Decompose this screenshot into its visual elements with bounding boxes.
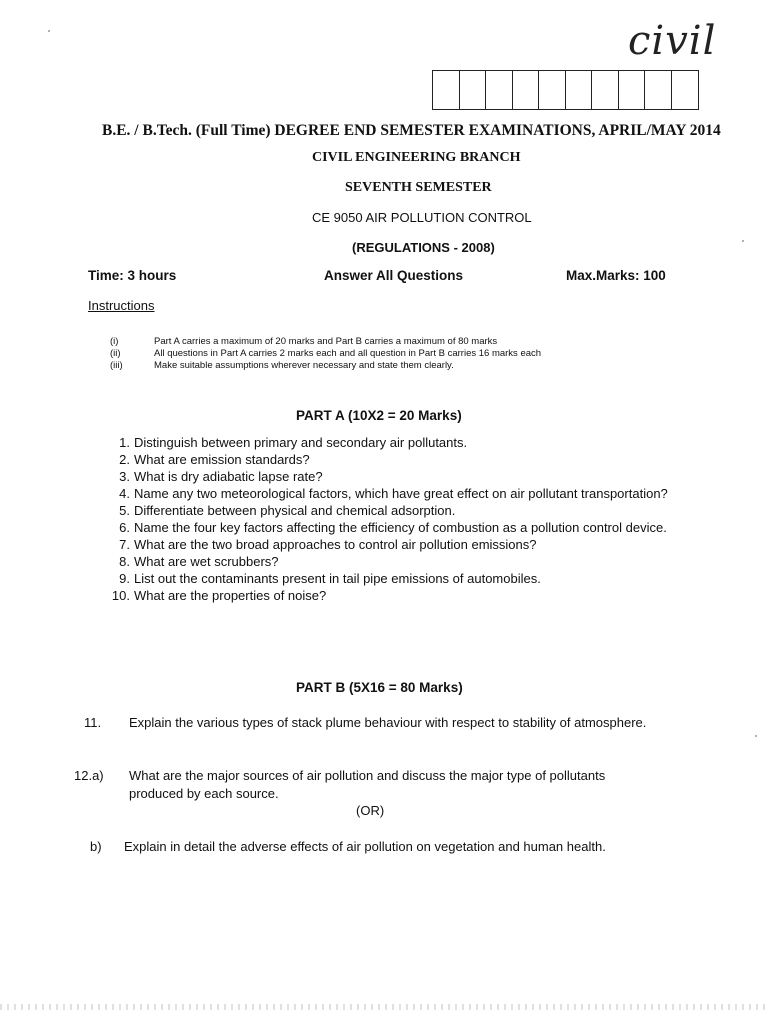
question-number: 1. bbox=[119, 435, 130, 450]
question-text: What are wet scrubbers? bbox=[134, 554, 279, 569]
question-number: 3. bbox=[119, 469, 130, 484]
register-cell bbox=[592, 71, 619, 109]
instruction-text: Make suitable assumptions wherever necessary and state them clearly. bbox=[154, 360, 454, 371]
question-item bbox=[108, 519, 698, 536]
question-number: 9. bbox=[119, 571, 130, 586]
question-number: 5. bbox=[119, 503, 130, 518]
register-cell bbox=[672, 71, 699, 109]
question-text: Distinguish between primary and secondary air pollutants. bbox=[134, 435, 468, 450]
question-number: 10. bbox=[111, 588, 130, 603]
scan-speck bbox=[48, 30, 50, 32]
question-number: 2. bbox=[119, 452, 130, 467]
question-text: Differentiate between physical and chemical adsorption. bbox=[134, 503, 456, 518]
question-12b-number: b) bbox=[90, 839, 102, 854]
instruction-number: (i) bbox=[110, 336, 119, 347]
part-b-title: PART B (5X16 = 80 Marks) bbox=[296, 680, 463, 695]
time-label: Time: 3 hours bbox=[88, 268, 177, 283]
question-11-number: 11. bbox=[84, 715, 102, 730]
register-cell bbox=[539, 71, 566, 109]
instruction-text: All questions in Part A carries 2 marks each and all question in Part B carries 16 marks each bbox=[154, 348, 542, 359]
question-item bbox=[108, 502, 698, 519]
question-text: What is dry adiabatic lapse rate? bbox=[134, 469, 323, 484]
question-number: 7. bbox=[119, 537, 130, 552]
scan-speck bbox=[742, 240, 744, 242]
register-cell bbox=[433, 71, 460, 109]
course-title: CE 9050 AIR POLLUTION CONTROL bbox=[312, 210, 532, 225]
question-item bbox=[108, 536, 698, 553]
semester-title: SEVENTH SEMESTER bbox=[345, 180, 492, 195]
register-cell bbox=[619, 71, 646, 109]
question-text: What are the properties of noise? bbox=[134, 588, 327, 603]
question-item bbox=[108, 468, 698, 485]
question-item bbox=[108, 485, 698, 502]
instruction-item bbox=[110, 336, 541, 348]
instruction-number: (ii) bbox=[110, 348, 121, 359]
scan-speck bbox=[755, 735, 757, 737]
part-a-questions bbox=[108, 434, 698, 604]
question-item bbox=[108, 570, 698, 587]
max-marks-label: Max.Marks: 100 bbox=[566, 268, 666, 283]
instruction-number: (iii) bbox=[110, 360, 123, 371]
regulations-title: (REGULATIONS - 2008) bbox=[352, 240, 495, 255]
question-12a-number: 12.a) bbox=[74, 768, 104, 783]
exam-title: B.E. / B.Tech. (Full Time) DEGREE END SEMESTER EXAMINATIONS, APRIL/MAY 2014 bbox=[102, 122, 721, 139]
question-text: Name any two meteorological factors, which have great effect on air pollutant transportation? bbox=[134, 486, 668, 501]
register-cell bbox=[566, 71, 593, 109]
answer-all-label: Answer All Questions bbox=[324, 268, 464, 283]
question-item bbox=[108, 553, 698, 570]
instruction-text: Part A carries a maximum of 20 marks and Part B carries a maximum of 80 marks bbox=[154, 336, 498, 347]
question-number: 8. bbox=[119, 554, 130, 569]
branch-title: CIVIL ENGINEERING BRANCH bbox=[312, 150, 521, 165]
instruction-item bbox=[110, 360, 541, 372]
question-12b-text: Explain in detail the adverse effects of air pollution on vegetation and human health. bbox=[124, 839, 606, 854]
question-text: List out the contaminants present in tail pipe emissions of automobiles. bbox=[134, 571, 541, 586]
question-text: What are the two broad approaches to control air pollution emissions? bbox=[134, 537, 537, 552]
question-item bbox=[108, 451, 698, 468]
register-cell bbox=[486, 71, 513, 109]
part-a-title: PART A (10X2 = 20 Marks) bbox=[296, 408, 462, 423]
question-text: What are emission standards? bbox=[134, 452, 310, 467]
question-item bbox=[108, 587, 698, 604]
or-label: (OR) bbox=[356, 803, 385, 818]
register-cell bbox=[460, 71, 487, 109]
handwritten-note: civil bbox=[628, 18, 717, 64]
instructions-title: Instructions bbox=[88, 298, 155, 313]
question-text: Name the four key factors affecting the efficiency of combustion as a pollution control device. bbox=[134, 520, 667, 535]
register-number-box bbox=[432, 70, 699, 110]
question-12a-text: What are the major sources of air pollution and discuss the major type of pollutants produced by each source. bbox=[129, 768, 606, 801]
question-number: 6. bbox=[119, 520, 130, 535]
instruction-item bbox=[110, 348, 541, 360]
register-cell bbox=[645, 71, 672, 109]
register-cell bbox=[513, 71, 540, 109]
question-item bbox=[108, 434, 698, 451]
instructions-list bbox=[110, 336, 541, 372]
question-number: 4. bbox=[119, 486, 130, 501]
question-11-text: Explain the various types of stack plume behaviour with respect to stability of atmosphere. bbox=[129, 715, 647, 730]
scan-noise-strip bbox=[0, 1004, 768, 1010]
